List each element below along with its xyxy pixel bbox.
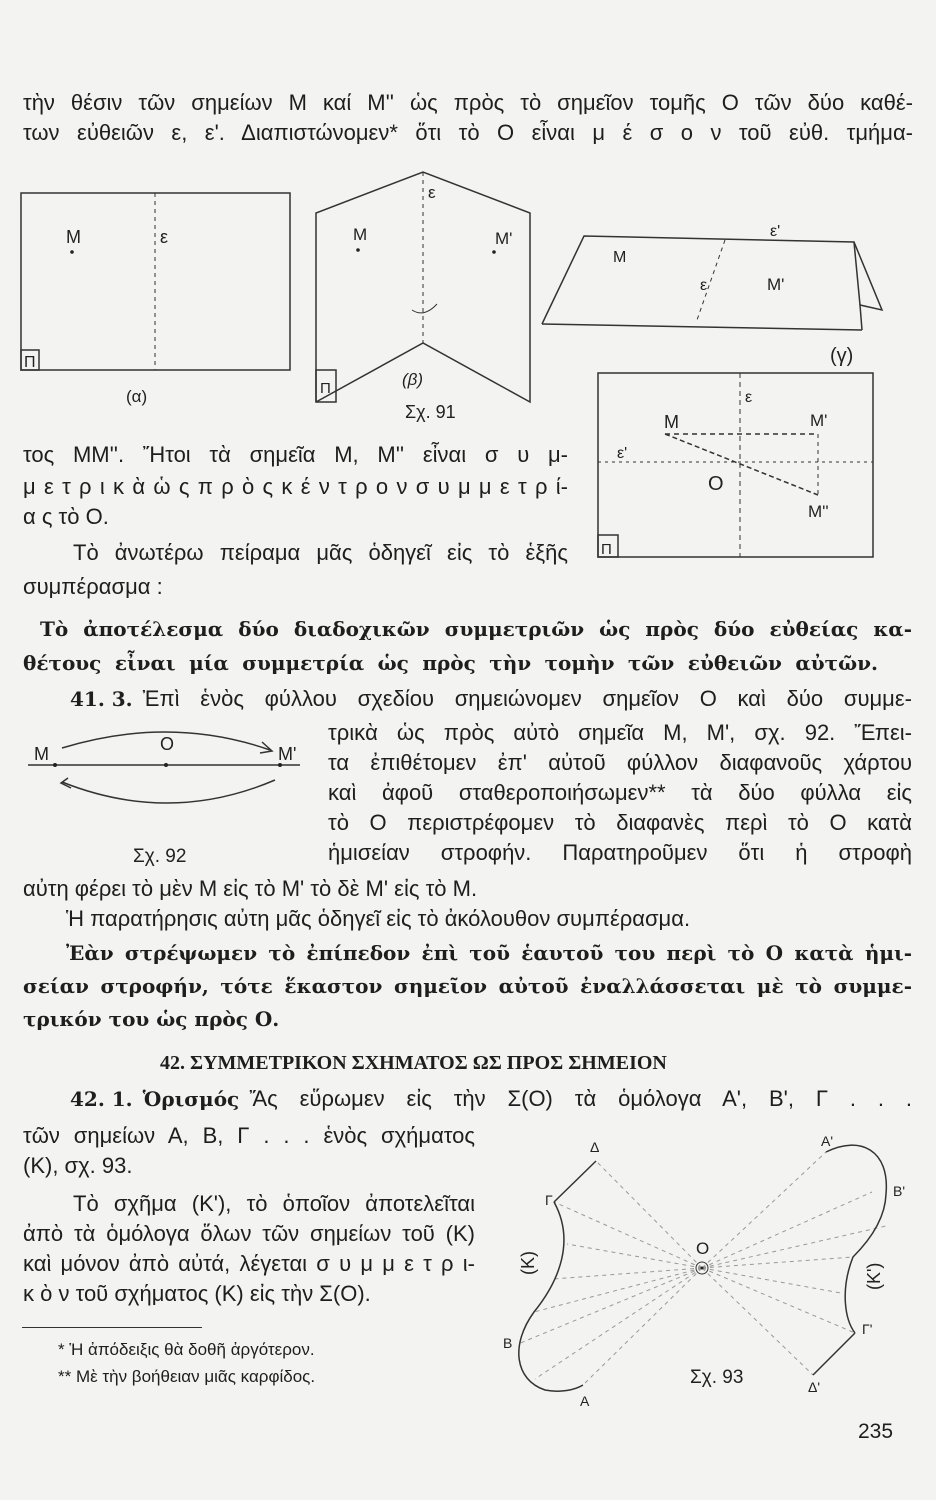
svg-text:Α': Α' [821, 1133, 834, 1149]
svg-text:Β: Β [503, 1335, 513, 1351]
body-line: συμπέρασμα : [23, 574, 163, 599]
fig91-caption: Σχ. 91 [405, 402, 456, 422]
bold-statement: τρικόν του ὡς πρὸς Ο. [23, 1007, 280, 1031]
fig-label-c: (γ) [830, 345, 854, 367]
body-line: τῶν σημείων Α, Β, Γ . . . ἑνὸς σχήματος [23, 1123, 475, 1148]
footnote: ** Μὲ τὴν βοήθειαν μιᾶς καρφίδος. [58, 1367, 316, 1386]
body-line: ἡμισείαν στροφήν. Παρατηροῦμεν ὅτι ἡ στροφὴ [328, 840, 912, 865]
bold-statement: Ἐὰν στρέψωμεν τὸ ἐπίπεδον ἐπὶ τοῦ ἑαυτοῦ του περὶ τὸ Ο κατὰ ἡμι- [66, 941, 912, 965]
body-line: Τὸ σχῆμα (Κ'), τὸ ὁποῖον ἀποτελεῖται [73, 1191, 475, 1216]
label-p: Π [24, 354, 36, 371]
svg-text:Ο: Ο [160, 734, 175, 754]
svg-text:Μ: Μ [664, 412, 679, 432]
body-line: ἀπὸ τὰ ὁμόλογα ὅλων τῶν σημείων τοῦ (Κ) [23, 1221, 475, 1246]
svg-text:Ο: Ο [708, 473, 724, 495]
svg-text:Γ: Γ [545, 1192, 553, 1208]
body-line: καὶ ἀφοῦ σταθεροποιήσωμεν** τὰ δύο φύλλα εἰς [328, 780, 912, 805]
footnote: * Ἡ ἀπόδειξις θὰ δοθῆ ἀργότερον. [58, 1340, 315, 1359]
section-42-1: 42. 1. Ὁρισμός Ἄς εὕρωμεν εἰς τὴν Σ(Ο) τὰ ὁμόλογα Α', Β', Γ . . . [70, 1086, 912, 1111]
svg-text:Ο: Ο [696, 1239, 710, 1258]
svg-text:Μ': Μ' [767, 275, 785, 294]
body-line: τὸ Ο περιστρέφομεν τὸ διαφανὲς περὶ τὸ Ο κατὰ [328, 810, 912, 835]
body-line: τὴν θέσιν τῶν σημείων Μ καί Μ'' ὡς πρὸς τὸ σημεῖον τομῆς Ο τῶν δύο καθέ- [23, 90, 913, 115]
definition-term: Ὁρισμός [142, 1087, 240, 1111]
section-41-3: 41. 3. Ἐπὶ ἑνὸς φύλλου σχεδίου σημειώνομεν σημεῖον Ο καὶ δύο συμμε- [70, 686, 912, 711]
body-line: μ ε τ ρ ι κ ὰ ὡ ς π ρ ὸ ς κ έ ν τ ρ ο ν σ υ μ μ ε τ ρ ί- [23, 474, 568, 499]
body-line: τρικὰ ὡς πρὸς αὐτὸ σημεῖα Μ, Μ', σχ. 92. Ἔπει- [328, 720, 912, 745]
svg-text:Π: Π [601, 541, 612, 558]
svg-text:ε: ε [745, 389, 753, 406]
bold-statement: θέτους εἶναι μία συμμετρία ὡς πρὸς τὴν τομὴν τῶν εὐθειῶν αὐτῶν. [23, 651, 878, 675]
svg-text:(Κ): (Κ) [518, 1251, 538, 1275]
svg-text:Δ: Δ [590, 1139, 600, 1155]
svg-text:(Κ'): (Κ') [864, 1262, 884, 1290]
svg-text:ε': ε' [617, 445, 628, 462]
svg-text:Μ: Μ [353, 225, 368, 244]
body-line: κ ὸ ν τοῦ σχήματος (Κ) εἰς τὴν Σ(Ο). [23, 1281, 371, 1306]
body-line: Τὸ ἀνωτέρω πείραμα μᾶς ὁδηγεῖ εἰς τὸ ἑξῆς [73, 540, 568, 565]
svg-text:Μ: Μ [613, 249, 627, 266]
label-e: ε [160, 227, 169, 247]
section-number: 41. 3. [70, 687, 133, 711]
svg-text:Μ': Μ' [278, 744, 297, 764]
page-number: 235 [858, 1420, 894, 1443]
body-line: των εὐθειῶν ε, ε'. Διαπιστώνομεν* ὅτι τὸ Ο εἶναι μ έ σ ο ν τοῦ εὐθ. τμήμα- [23, 120, 913, 145]
footnote-separator [22, 1327, 202, 1328]
svg-text:Γ': Γ' [862, 1321, 873, 1337]
body-line: καὶ μόνον ἀπὸ αὐτά, λέγεται σ υ μ μ ε τ ρ ι- [23, 1251, 475, 1276]
svg-text:Μ'': Μ'' [808, 502, 829, 521]
svg-text:ε': ε' [770, 223, 781, 240]
section-heading: 42. ΣΥΜΜΕΤΡΙΚΟΝ ΣΧΗΜΑΤΟΣ ΩΣ ΠΡΟΣ ΣΗΜΕΙΟΝ [160, 1052, 667, 1074]
svg-text:Α: Α [580, 1393, 590, 1409]
body-line: αὐτη φέρει τὸ μὲν Μ εἰς τὸ Μ' τὸ δὲ Μ' εἰς τὸ Μ. [23, 876, 478, 901]
label-m: Μ [66, 227, 81, 247]
svg-text:Μ': Μ' [810, 411, 828, 430]
body-line: α ς τὸ Ο. [23, 504, 109, 529]
body-line: τος ΜΜ''. Ἤτοι τὰ σημεῖα Μ, Μ'' εἶναι σ υ μ- [23, 442, 568, 467]
body-line: (Κ), σχ. 93. [23, 1153, 133, 1178]
svg-text:Π: Π [320, 380, 331, 397]
body-line: τα ἐπιθέτομεν ἐπ' αὐτοῦ φύλλον διαφανοῦς χάρτου [328, 750, 912, 775]
svg-text:Δ': Δ' [808, 1379, 821, 1395]
svg-text:Μ': Μ' [495, 229, 513, 248]
svg-text:ε: ε [700, 277, 708, 294]
svg-text:ε: ε [428, 183, 436, 202]
fig-label-b: (β) [402, 370, 424, 389]
svg-text:Β': Β' [893, 1183, 906, 1199]
bold-statement: Τὸ ἀποτέλεσμα δύο διαδοχικῶν συμμετριῶν ὡς πρὸς δύο εὐθείας κα- [40, 617, 912, 641]
svg-text:Μ: Μ [34, 744, 49, 764]
bold-statement: σείαν στροφήν, τότε ἕκαστον σημεῖον αὐτοῦ ἐναλλάσσεται μὲ τὸ συμμε- [23, 974, 912, 998]
fig93-caption: Σχ. 93 [690, 1367, 744, 1388]
fig-label-a: (α) [126, 387, 148, 406]
fig92-caption: Σχ. 92 [133, 846, 187, 867]
body-line: Ἡ παρατήρησις αὐτη μᾶς ὁδηγεῖ εἰς τὸ ἀκόλουθον συμπέρασμα. [66, 906, 691, 931]
